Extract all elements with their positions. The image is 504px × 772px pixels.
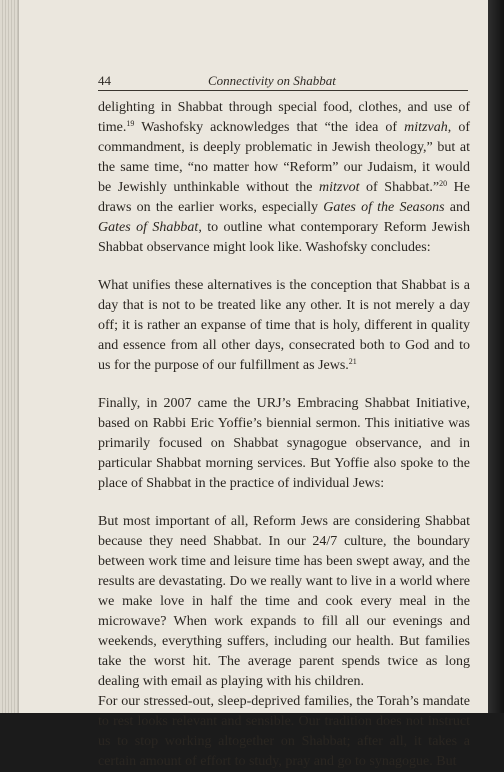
page-header bbox=[98, 73, 468, 89]
paragraph-2: Finally, in 2007 came the URJ’s Embracing Shabbat Initiative, based on Rabbi Eric Yoffie’s biennial sermon. This initiative was primarily focused on Shabbat synagogue observance, and in particular Shabbat morning services. But Yoffie also spoke to the place of Shabbat in the practice of individual Jews: bbox=[98, 396, 470, 491]
block-quote-2-continued: For our stressed-out, sleep-deprived families, the Torah’s mandate to rest looks relevant and sensible. Our tradition does not instruct us to stop working altogether on Shabbat; after all, it takes a certain amount of effort to study, pray and go to synagogue. But bbox=[98, 694, 470, 769]
book-spine-shadow bbox=[488, 0, 504, 713]
block-quote-1: What unifies these alternatives is the conception that Shabbat is a day that is not to be treated like any other. It is not merely a day off; it is rather an expanse of time that is holy, different in quality and essence from all other days, consecrated both to God and to us for the purpose of our fulfillment as Jews.$^{21}$ bbox=[98, 278, 470, 373]
page-number: 44 bbox=[98, 73, 111, 88]
footnote-ref-21: 21 bbox=[348, 357, 357, 366]
block-quote-2: But most important of all, Reform Jews are considering Shabbat because they need Shabbat. In our 24/7 culture, the boundary between work time and leisure time has been swept away, and the results are devastating. Do we really want to live in a world where we make love in half the time and cook every meal in the microwave? When work expands to fill all our evenings and weekends, everything suffers, including our health. But families take the worst hit. The average parent spends twice as long dealing with email as playing with his children. bbox=[98, 514, 470, 689]
footnote-ref-19: 19 bbox=[126, 119, 135, 128]
body-text bbox=[98, 98, 470, 772]
paragraph-1: delighting in Shabbat through special food, clothes, and use of time.$^{19}$ Washofsky acknowledges that “the idea of mitzvah, of commandment, is deeply problematic in Jewish theology,” but at the same time, “no matter how “Reform” our Judaism, it would be Jewishly unthinkable without the mitzvot of Shabbat.”$^{20}$ He draws on the earlier works, especially Gates of the Seasons and Gates of Shabbat, to outline what contemporary Reform Jewish Shabbat observance might look like. Washofsky concludes: bbox=[98, 100, 470, 255]
footnote-ref-20: 20 bbox=[439, 179, 448, 188]
header-rule bbox=[98, 90, 468, 91]
running-title: Connectivity on Shabbat bbox=[208, 73, 336, 88]
